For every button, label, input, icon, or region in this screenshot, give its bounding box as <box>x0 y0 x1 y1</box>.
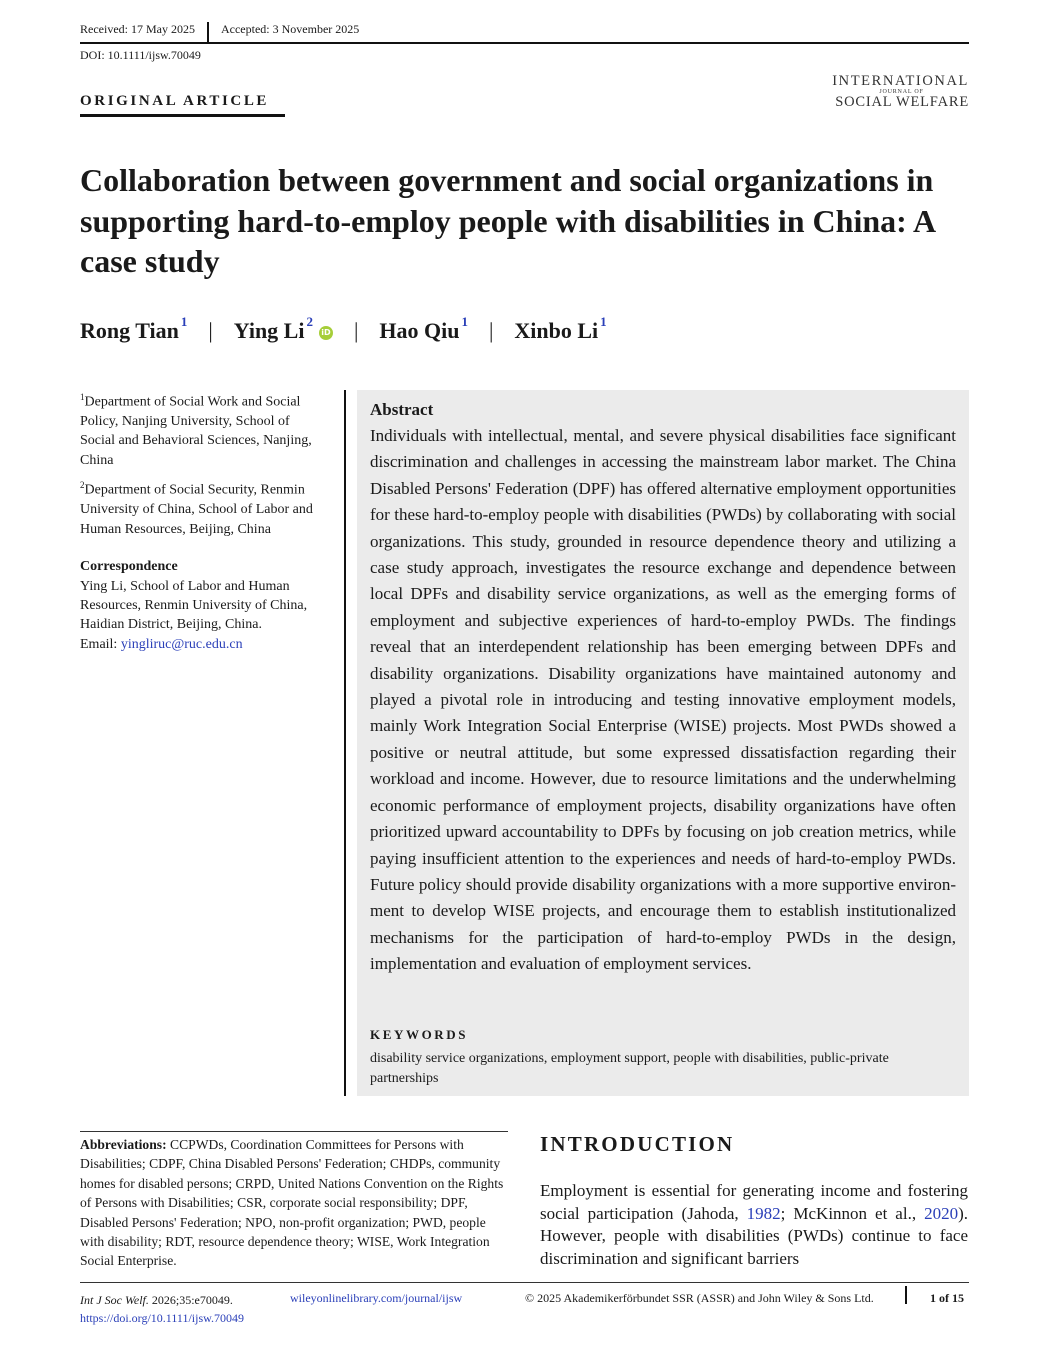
author-list <box>80 314 607 344</box>
abbreviations-label: Abbreviations: <box>80 1137 167 1152</box>
section-heading-introduction: INTRODUCTION <box>540 1132 735 1156</box>
author-separator: | <box>353 318 359 343</box>
received-date: Received: 17 May 2025 <box>80 22 195 36</box>
author-affiliation-mark[interactable]: 1 <box>461 314 468 329</box>
orcid-icon[interactable]: iD <box>319 326 333 340</box>
affiliation <box>80 476 325 539</box>
intro-text-part: ; McKinnon et al., <box>780 1203 925 1223</box>
abstract-heading: Abstract <box>370 400 434 419</box>
affiliation-number: 1 <box>80 392 85 402</box>
author[interactable] <box>379 314 468 344</box>
author-info-column <box>80 388 325 654</box>
abstract-text: Individuals with intellectual, mental, and severe physical disabilities face significant discrimination and challenges in accessing the mainstream labor market. The China Disabled Persons' Federation (DPF) has offered alternative employment opportunities for these hard-to-employ people with disabilities (PWDs) by collaborating with social organizations. This study, grounded in resource dependence theory and utilizing a case study approach, investigates the resource exchange and dependence between local DPFs and disability service organizations, as well as the emerging forms of employment and subjective experiences of hard-to-employ PWDs. The findings reveal that an interdependent relationship has been emerging between DPFs and disability organizations. Disability organizations have maintained autonomy and played a pivotal role in introducing and testing innovative employment models, mainly Work Integration Social Enterprise (WISE) projects. Most PWDs showed a positive or neutral attitude, but some expressed dissatisfaction regarding their workload and income. However, due to resource limitations and the underwhelming economic performance of employment projects, disability organizations have often prioritized upward accountability to DPFs by focusing on job creation metrics, while paying insufficient attention to the experiences and needs of hard-to-employ PWDs. Future policy should provide disability organizations with a more supportive environment to develop WISE projects, and encourage them to establish institutionalized mechanisms for the participation of hard-to-employ PWDs in the design, implementation and evaluation of employment services. <box>370 426 956 974</box>
author-affiliation-mark[interactable]: 1 <box>600 314 607 329</box>
affiliation-number: 2 <box>80 480 85 491</box>
author-name: Ying Li <box>233 318 305 343</box>
footer-citation <box>80 1291 244 1327</box>
doi: DOI: 10.1111/ijsw.70049 <box>80 48 201 62</box>
keywords-heading: KEYWORDS <box>370 1027 469 1042</box>
author[interactable] <box>233 314 333 344</box>
journal-logo-line3: SOCIAL WELFARE <box>835 93 969 110</box>
affiliation-text: Department of Social Work and Social Policy, Nanjing University, School of Social and Behavioral Sciences, Nanjing, China <box>80 394 312 468</box>
citation-link[interactable]: 1982 <box>746 1203 781 1223</box>
column-divider <box>344 390 346 1096</box>
author-separator: | <box>488 318 494 343</box>
email-link[interactable]: yingliruc@ruc.edu.cn <box>120 636 243 652</box>
correspondence-address: Ying Li, School of Labor and Human Resources, Renmin University of China, Haidian District, Beijing, China. <box>80 578 308 633</box>
journal-logo-line2: JOURNAL OF <box>879 88 924 95</box>
journal-logo-line1: INTERNATIONAL <box>832 73 969 89</box>
footer-separator <box>905 1286 907 1304</box>
citation-link[interactable]: 2020 <box>924 1203 959 1223</box>
article-type: ORIGINAL ARTICLE <box>80 93 270 109</box>
intro-text-part: Employment is essential for generating income and fostering social participation (Jahoda, <box>540 1181 968 1223</box>
page-current: 1 <box>930 1291 936 1305</box>
author-separator: | <box>208 318 213 343</box>
copyright: © 2025 Akademikerförbundet SSR (ASSR) and John Wiley & Sons Ltd. <box>525 1291 874 1305</box>
dates-separator <box>207 22 209 42</box>
intro-text-part: ). However, people with disabilities (PWDs) continue to face discrimination and significant barriers <box>540 1203 968 1268</box>
accepted-date: Accepted: 3 November 2025 <box>220 22 360 36</box>
author-name: Hao Qiu <box>379 318 460 343</box>
correspondence-heading: Correspondence <box>80 559 178 575</box>
footer-rule <box>80 1282 969 1283</box>
abbreviations-text: CCPWDs, Coordination Committees for Persons with Disabilities; CDPF, China Disabled Persons' Federation; CHDPs, community homes for disabled persons; CRPD, United Nations Convention on the Rights of Persons with Disabilities; CSR, corporate social responsibility; DPF, Disabled Persons' Federation; NPO, non-profit organization; PWD, people with disability; RDT, resource dependence theory; WISE, Work Integration Social Enterprise. <box>80 1137 504 1269</box>
citation-volume: 2026;35:e70049. <box>148 1293 233 1307</box>
author-name: Xinbo Li <box>514 318 599 343</box>
article-type-underline <box>80 114 285 117</box>
author[interactable] <box>80 314 188 344</box>
email-label: Email: <box>80 636 121 652</box>
page-total: 15 <box>952 1291 964 1305</box>
author-affiliation-mark[interactable]: 1 <box>180 314 188 329</box>
author[interactable] <box>514 314 607 344</box>
page-number <box>930 1291 964 1306</box>
affiliation-text: Department of Social Security, Renmin University of China, School of Labor and Human Resources, Beijing, China <box>80 482 313 537</box>
affiliation <box>80 388 325 470</box>
keywords-text: disability service organizations, employment support, people with disabilities, public-private partnerships <box>370 1051 889 1086</box>
introduction-text <box>540 1180 968 1270</box>
journal-logo <box>820 74 969 109</box>
correspondence-text <box>80 577 325 655</box>
article-dates <box>80 22 359 42</box>
page-of: of <box>936 1291 952 1305</box>
author-name: Rong Tian <box>80 318 179 343</box>
journal-site-link[interactable]: wileyonlinelibrary.com/journal/ijsw <box>290 1291 463 1305</box>
abbreviations-rule <box>80 1131 508 1132</box>
header-rule <box>80 42 969 44</box>
abbreviations <box>80 1135 508 1271</box>
article-title: Collaboration between government and social organizations in supporting hard-to-employ people with disabilities in China: A case study <box>80 162 935 279</box>
journal-abbrev: Int J Soc Welf. <box>80 1293 149 1307</box>
doi-link[interactable]: https://doi.org/10.1111/ijsw.70049 <box>80 1311 245 1325</box>
author-affiliation-mark[interactable]: 2 <box>306 314 313 329</box>
